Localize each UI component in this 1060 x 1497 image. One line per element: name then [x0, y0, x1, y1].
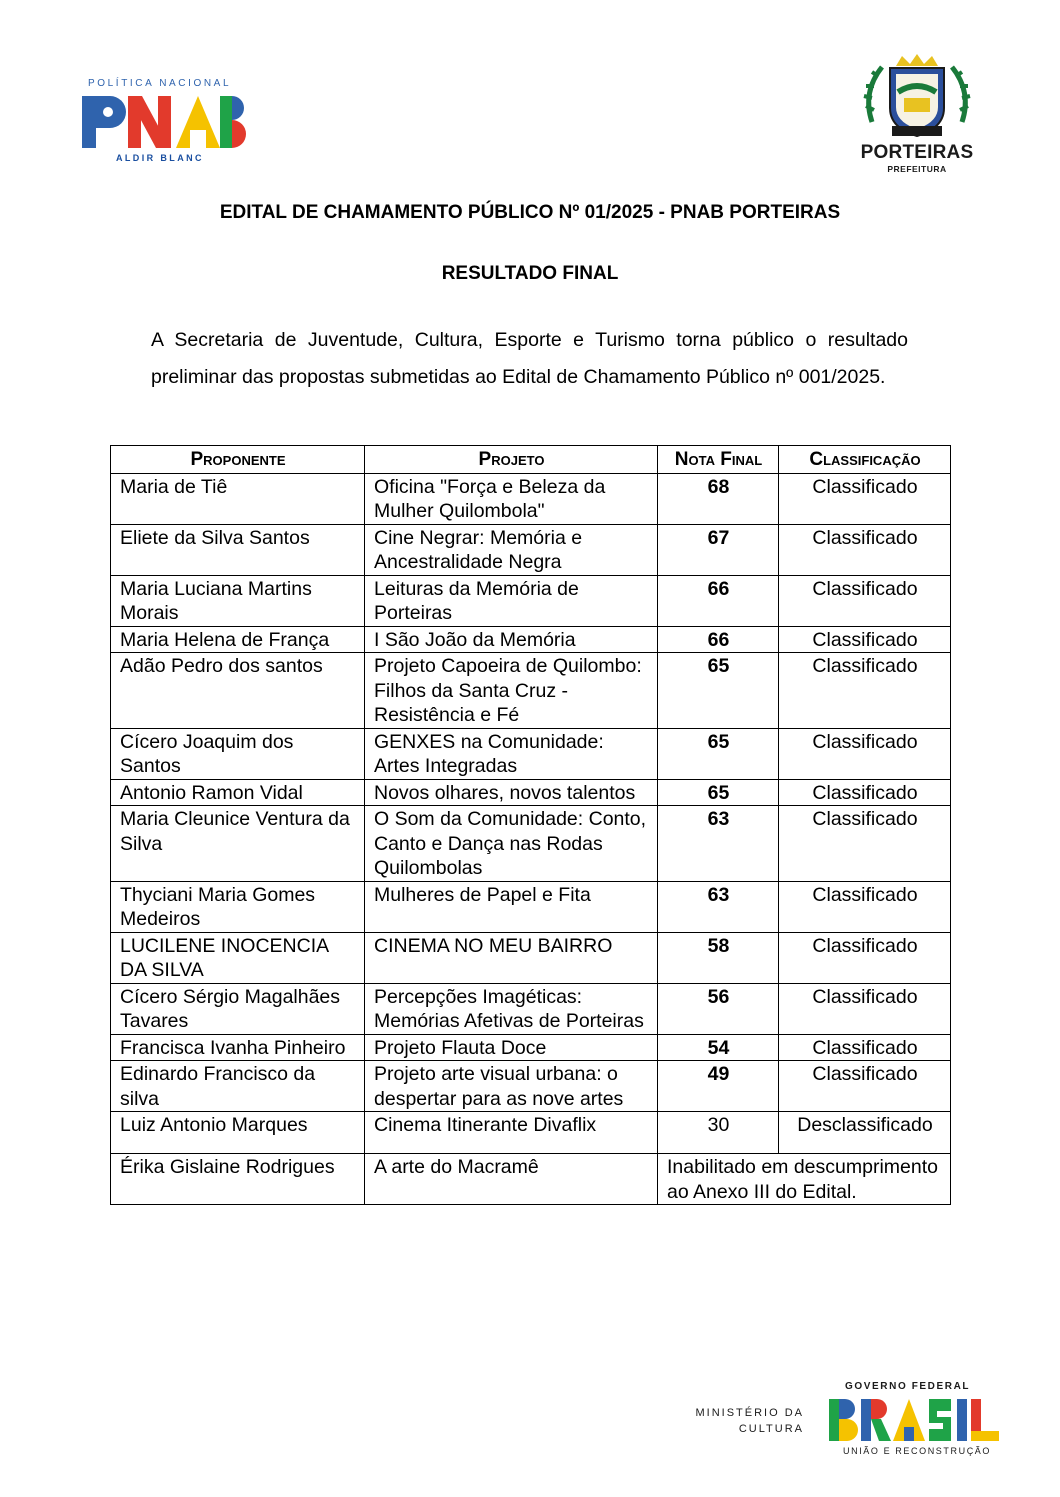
cell-proponente: Luiz Antonio Marques [111, 1112, 365, 1154]
pnab-logo-bottom-text: ALDIR BLANC [116, 153, 204, 163]
table-row [111, 473, 951, 524]
column-header-nota-final: Nota Final [658, 446, 779, 474]
column-header-proponente: Proponente [111, 446, 365, 474]
uniao-reconstrucao-text: UNIÃO E RECONSTRUÇÃO [843, 1446, 992, 1456]
cell-proponente: Maria de Tiê [111, 473, 365, 524]
cell-nota: 56 [658, 983, 779, 1034]
ministerio-line-1: MINISTÉRIO DA [695, 1407, 804, 1419]
cell-projeto: I São João da Memória [365, 626, 658, 653]
pnab-logo [80, 78, 255, 168]
table-row [111, 1034, 951, 1061]
cell-nota: 66 [658, 626, 779, 653]
cell-observacao: Inabilitado em descumprimento ao Anexo III do Edital. [658, 1154, 951, 1205]
intro-paragraph: A Secretaria de Juventude, Cultura, Esporte e Turismo torna público o resultado preliminar das propostas submetidas ao Edital de Chamamento Público nº 001/2025. [151, 329, 908, 388]
cell-proponente: Cícero Joaquim dos Santos [111, 728, 365, 779]
cell-projeto: GENXES na Comunidade: Artes Integradas [365, 728, 658, 779]
cell-proponente: Eliete da Silva Santos [111, 524, 365, 575]
cell-nota: 49 [658, 1061, 779, 1112]
cell-proponente: Érika Gislaine Rodrigues [111, 1154, 365, 1205]
table-row [111, 728, 951, 779]
table-row [111, 1154, 951, 1205]
cell-projeto: Projeto Flauta Doce [365, 1034, 658, 1061]
cell-projeto: Projeto Capoeira de Quilombo: Filhos da Santa Cruz - Resistência e Fé [365, 653, 658, 729]
cell-proponente: Edinardo Francisco da silva [111, 1061, 365, 1112]
cell-projeto: Percepções Imagéticas: Memórias Afetivas de Porteiras [365, 983, 658, 1034]
porteiras-logo-subtitle: PREFEITURA [887, 164, 947, 174]
table-row [111, 983, 951, 1034]
column-header-projeto: Projeto [365, 446, 658, 474]
table-row [111, 1112, 951, 1154]
cell-projeto: Oficina "Força e Beleza da Mulher Quilombola" [365, 473, 658, 524]
cell-projeto: Mulheres de Papel e Fita [365, 881, 658, 932]
cell-nota: 63 [658, 881, 779, 932]
porteiras-crest-icon [852, 52, 982, 142]
table-row [111, 806, 951, 882]
table-row [111, 653, 951, 729]
cell-classificacao: Classificado [779, 728, 951, 779]
ministerio-cultura-logo [690, 1405, 804, 1437]
pnab-letters-graphic [80, 92, 255, 152]
cell-projeto: A arte do Macramê [365, 1154, 658, 1205]
cell-classificacao: Classificado [779, 575, 951, 626]
cell-projeto: Leituras da Memória de Porteiras [365, 575, 658, 626]
ministerio-line-2: CULTURA [738, 1423, 804, 1435]
cell-proponente: LUCILENE INOCENCIA DA SILVA [111, 932, 365, 983]
cell-classificacao: Classificado [779, 1034, 951, 1061]
cell-proponente: Thyciani Maria Gomes Medeiros [111, 881, 365, 932]
cell-projeto: Novos olhares, novos talentos [365, 779, 658, 806]
cell-nota: 63 [658, 806, 779, 882]
cell-projeto: Projeto arte visual urbana: o despertar para as nove artes [365, 1061, 658, 1112]
table-row [111, 524, 951, 575]
table-row [111, 881, 951, 932]
cell-proponente: Francisca Ivanha Pinheiro [111, 1034, 365, 1061]
cell-proponente: Antonio Ramon Vidal [111, 779, 365, 806]
cell-nota: 68 [658, 473, 779, 524]
cell-nota: 65 [658, 728, 779, 779]
porteiras-logo [852, 52, 982, 177]
cell-nota: 54 [658, 1034, 779, 1061]
cell-classificacao: Classificado [779, 779, 951, 806]
table-row [111, 626, 951, 653]
cell-proponente: Maria Cleunice Ventura da Silva [111, 806, 365, 882]
table-header-row [111, 446, 951, 474]
cell-projeto: Cinema Itinerante Divaflix [365, 1112, 658, 1154]
cell-classificacao: Classificado [779, 626, 951, 653]
cell-classificacao: Classificado [779, 983, 951, 1034]
table-row [111, 779, 951, 806]
results-table [110, 445, 951, 1205]
document-title: EDITAL DE CHAMAMENTO PÚBLICO Nº 01/2025 - PNAB PORTEIRAS [219, 202, 841, 223]
governo-federal-text: GOVERNO FEDERAL [845, 1381, 971, 1392]
cell-nota: 65 [658, 779, 779, 806]
cell-classificacao: Classificado [779, 881, 951, 932]
cell-classificacao: Desclassificado [779, 1112, 951, 1154]
brasil-logo-icon [829, 1397, 1001, 1443]
cell-projeto: CINEMA NO MEU BAIRRO [365, 932, 658, 983]
cell-proponente: Maria Helena de França [111, 626, 365, 653]
pnab-logo-top-text: POLÍTICA NACIONAL [88, 78, 232, 89]
cell-nota: 58 [658, 932, 779, 983]
column-header-classificacao: Classificação [779, 446, 951, 474]
cell-nota: 67 [658, 524, 779, 575]
cell-classificacao: Classificado [779, 653, 951, 729]
table-row [111, 932, 951, 983]
cell-projeto: Cine Negrar: Memória e Ancestralidade Negra [365, 524, 658, 575]
cell-nota: 30 [658, 1112, 779, 1154]
cell-classificacao: Classificado [779, 524, 951, 575]
cell-proponente: Maria Luciana Martins Morais [111, 575, 365, 626]
table-row [111, 575, 951, 626]
cell-classificacao: Classificado [779, 473, 951, 524]
cell-projeto: O Som da Comunidade: Conto, Canto e Dança nas Rodas Quilombolas [365, 806, 658, 882]
cell-classificacao: Classificado [779, 1061, 951, 1112]
cell-nota: 66 [658, 575, 779, 626]
table-row [111, 1061, 951, 1112]
cell-proponente: Cícero Sérgio Magalhães Tavares [111, 983, 365, 1034]
cell-classificacao: Classificado [779, 932, 951, 983]
cell-classificacao: Classificado [779, 806, 951, 882]
cell-proponente: Adão Pedro dos santos [111, 653, 365, 729]
porteiras-logo-name: PORTEIRAS [860, 142, 974, 163]
document-subtitle: RESULTADO FINAL [441, 263, 619, 284]
cell-nota: 65 [658, 653, 779, 729]
